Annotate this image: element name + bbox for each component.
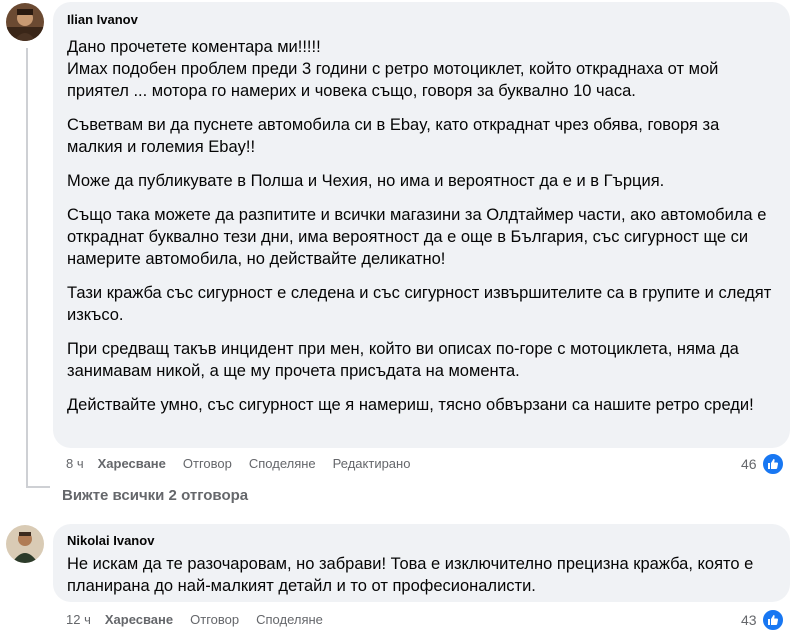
comment-paragraph: Имах подобен проблем преди 3 години с ретро мотоциклет, който откраднаха от мой приятел ... мотора го намерих и човека също, говоря за буквално 10 часа. [67, 60, 719, 100]
comment-bubble [53, 524, 790, 602]
see-replies-link[interactable]: Вижте всички 2 отговора [62, 487, 249, 504]
comment-time[interactable]: 12 ч [66, 612, 91, 627]
comment-paragraph: Тази кражба със сигурност е следена и със сигурност извършителите са в групите и следят изкъсо. [67, 284, 772, 324]
thread-line-curve [26, 486, 50, 488]
like-button[interactable]: Харесване [97, 456, 166, 471]
share-button[interactable]: Споделяне [248, 456, 316, 471]
reactions[interactable] [741, 452, 785, 476]
reactions[interactable] [741, 608, 785, 632]
avatar[interactable] [6, 3, 44, 41]
comment-author[interactable]: Nikolai Ivanov [67, 533, 155, 548]
comment-time[interactable]: 8 ч [66, 456, 84, 471]
like-icon [761, 608, 785, 632]
comment-paragraph: Също така можете да разпитите и всички магазини за Олдтаймер части, ако автомобила е откраднат буквално тези дни, има вероятност да е още в България, със сигурност ще си намерите автомобила, но действайте деликатно! [67, 206, 767, 268]
comment-paragraph: Може да публикувате в Полша и Чехия, но има и вероятност да е и в Гърция. [67, 172, 665, 190]
reaction-count: 46 [741, 456, 757, 472]
comment-paragraph: Действайте умно, със сигурност ще я намериш, тясно обвързани са нашите ретро среди! [67, 396, 754, 414]
comment-actions [66, 456, 427, 471]
share-button[interactable]: Споделяне [256, 612, 323, 627]
thread-line [26, 48, 28, 488]
comment-paragraph: Дано прочетете коментара ми!!!!! [67, 38, 321, 56]
comment-bubble [53, 2, 790, 448]
comment-paragraph: При средващ такъв инцидент при мен, който ви описах по-горе с мотоциклета, няма да занимавам никой, а ще му прочета присъдата на момента. [67, 340, 739, 380]
comment-author[interactable]: Ilian Ivanov [67, 12, 138, 27]
reaction-count: 43 [741, 612, 757, 628]
like-button[interactable]: Харесване [104, 612, 174, 627]
reply-button[interactable]: Отговор [190, 612, 240, 627]
comment-actions [66, 612, 340, 627]
like-icon [761, 452, 785, 476]
comment-paragraph: Не искам да те разочаровам, но забрави! Това е изключително прецизна кражба, която е планирана до най-малкият детайл и то от професионалисти. [67, 555, 754, 595]
comment-body [67, 36, 776, 416]
edited-label: Редактирано [332, 456, 411, 471]
reply-button[interactable]: Отговор [182, 456, 232, 471]
comment-body [67, 553, 776, 597]
comment-paragraph: Съветвам ви да пуснете автомобила си в Ebay, като откраднат чрез обява, говоря за малкия и големия Ebay!! [67, 116, 720, 156]
avatar[interactable] [6, 525, 44, 563]
